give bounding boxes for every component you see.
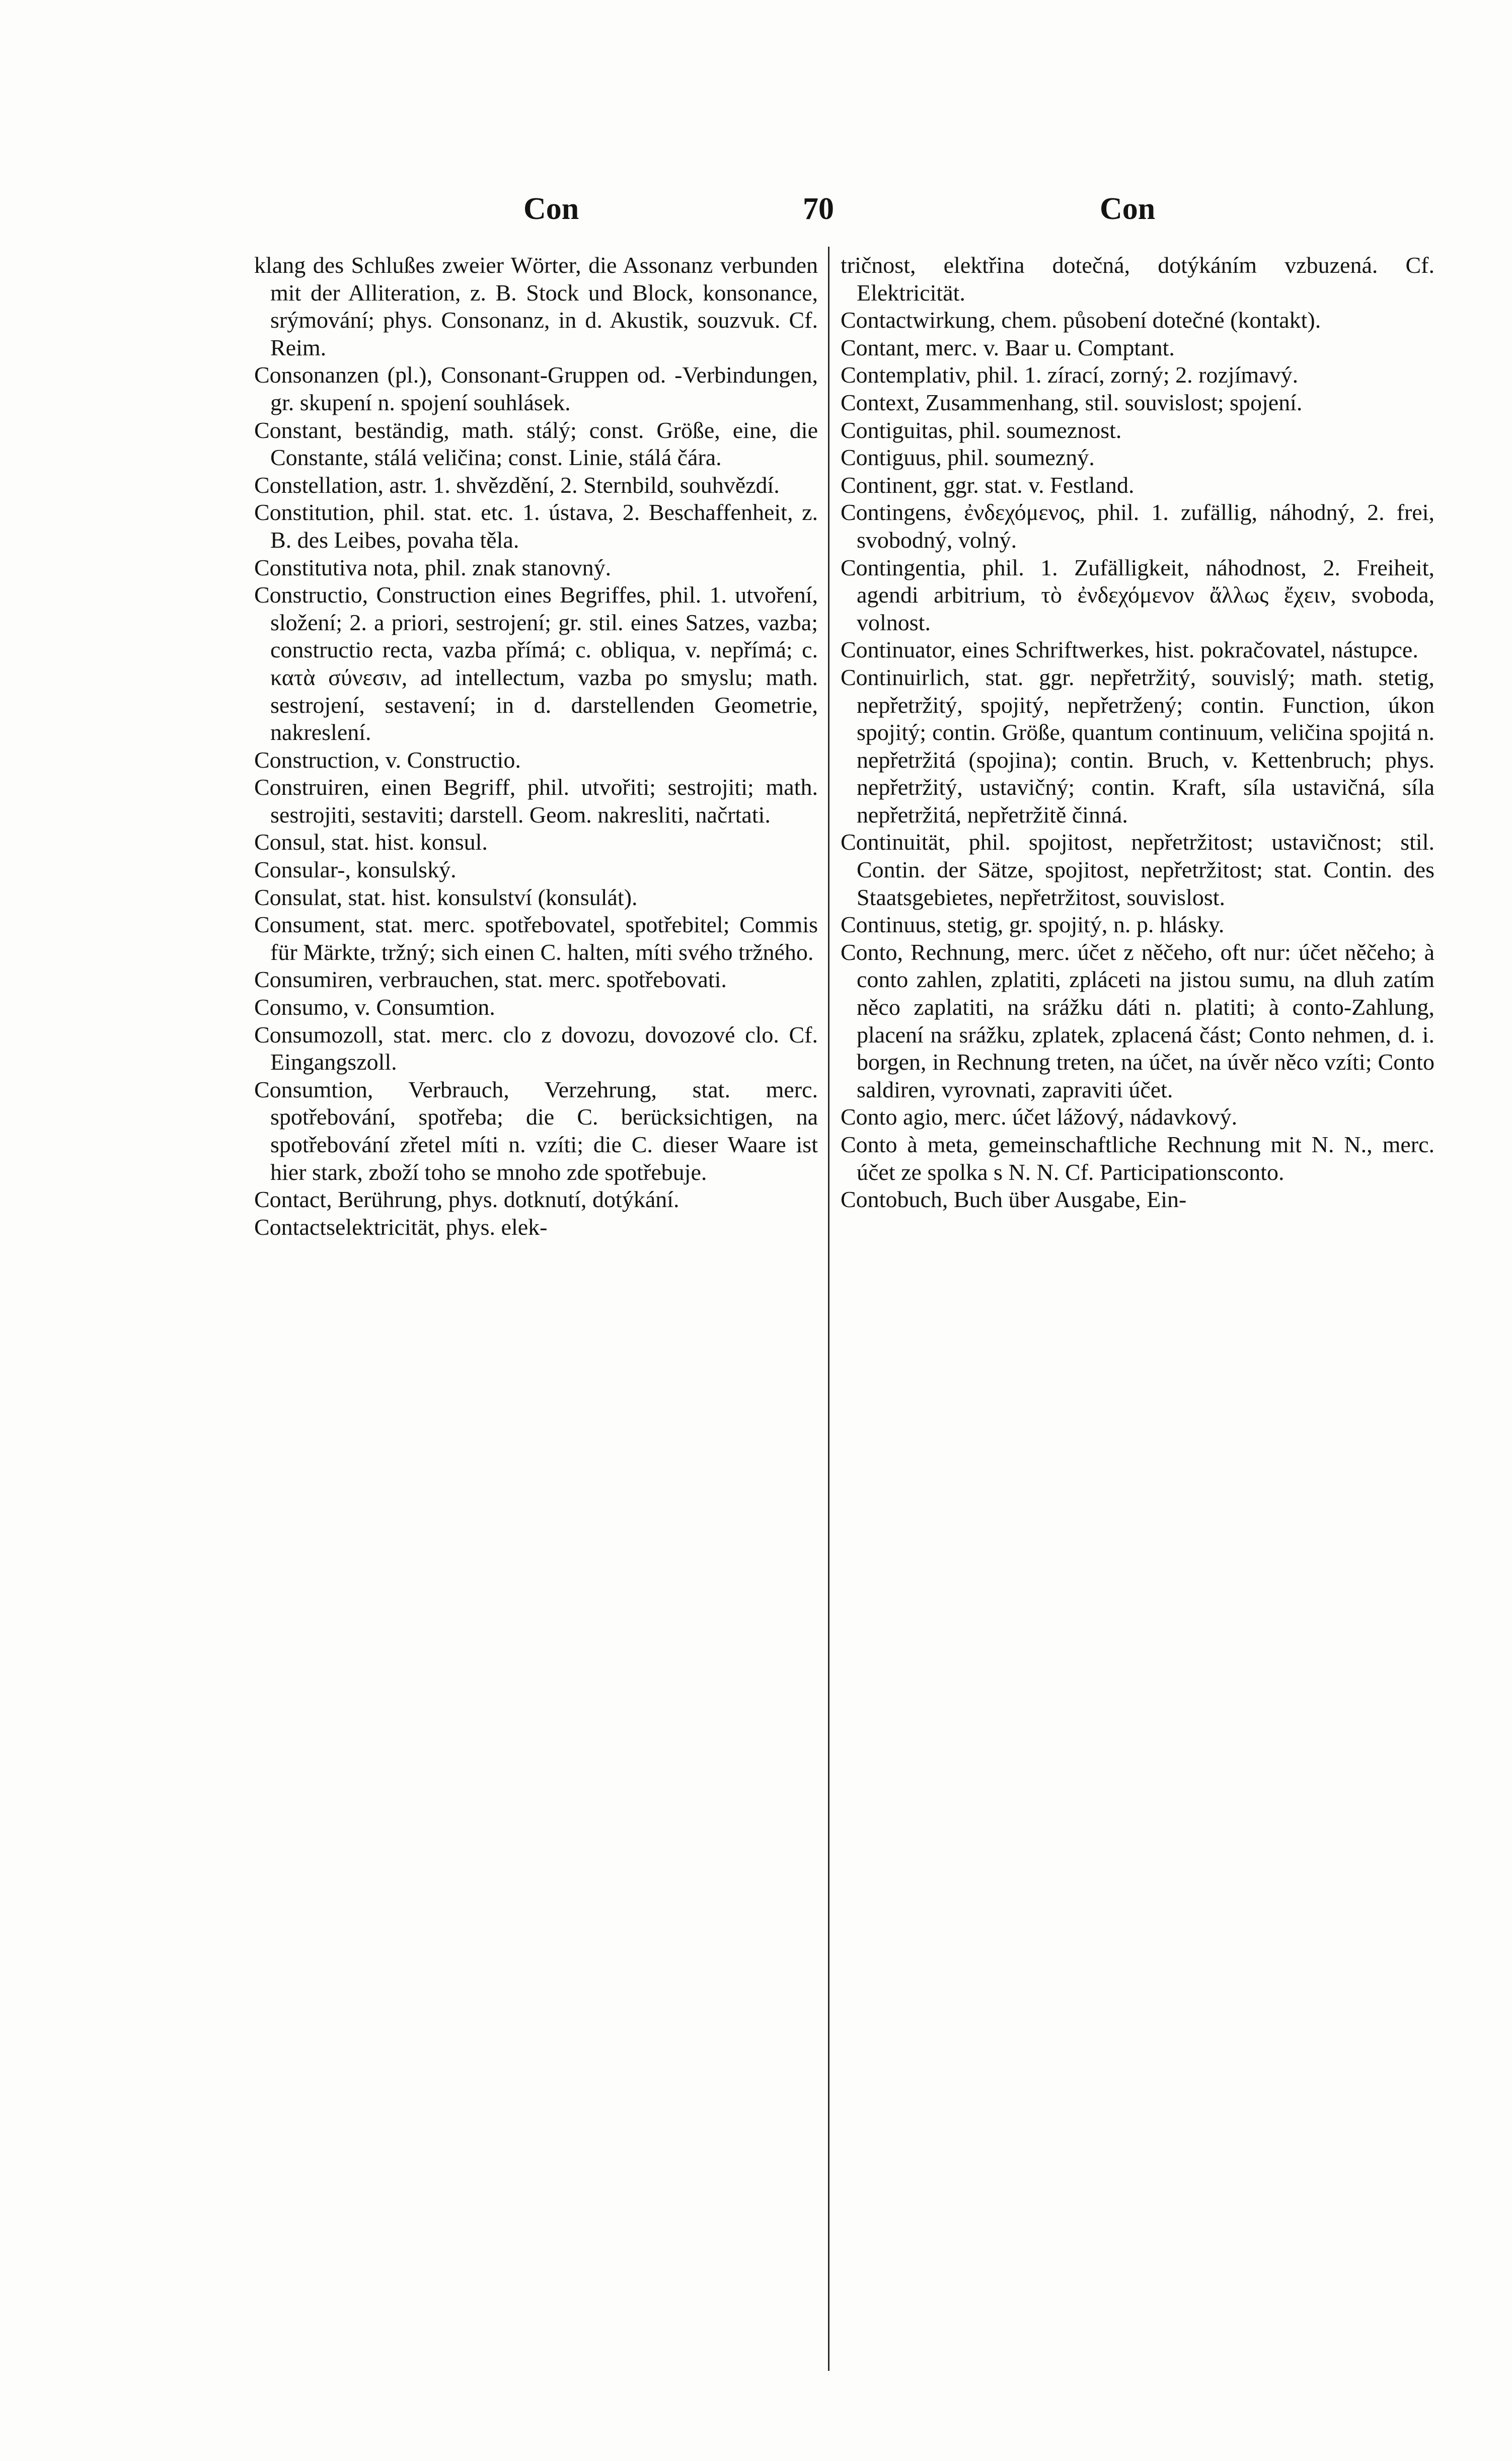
dictionary-entry: Contact, Berührung, phys. dotknutí, dotýkání.	[254, 1186, 679, 1213]
page-number: 70	[803, 192, 834, 226]
dictionary-entry: Construction, v. Constructio.	[254, 747, 521, 773]
dictionary-entry: Continuator, eines Schriftwerkes, hist. pokračovatel, nástupce.	[841, 637, 1418, 663]
dictionary-entry: Continuus, stetig, gr. spojitý, n. p. hlásky.	[841, 912, 1225, 938]
left-column	[254, 252, 818, 1241]
dictionary-entry: Construiren, einen Begriff, phil. utvořiti; sestrojiti; math. sestrojiti, sestaviti; darstell. Geom. nakresliti, načrtati.	[254, 774, 818, 828]
dictionary-entry: Context, Zusammenhang, stil. souvislost; spojení.	[841, 389, 1303, 415]
dictionary-entry: Contiguitas, phil. soumeznost.	[841, 417, 1122, 443]
running-head-right: Con	[1100, 192, 1156, 226]
dictionary-entry: Continuirlich, stat. ggr. nepřetržitý, souvislý; math. stetig, nepřetržitý, spojitý, nepřetržený; contin. Function, úkon spojitý; contin. Größe, quantum continuum, veličina spojitá n. nepřetržitá (spojina); contin. Bruch, v. Kettenbruch; phys. nepřetržitý, ustavičný; contin. Kraft, síla ustavičná, síla nepřetržitá, nepřetržitě činná.	[841, 664, 1434, 828]
dictionary-entry: Contactselektricität, phys. elek-	[254, 1214, 548, 1240]
dictionary-entry: Contiguus, phil. soumezný.	[841, 444, 1095, 471]
dictionary-entry: Consumo, v. Consumtion.	[254, 994, 495, 1020]
dictionary-entry: klang des Schlußes zweier Wörter, die Assonanz verbunden mit der Alliteration, z. B. Stock und Block, konsonance, srýmování; phys. Consonanz, in d. Akustik, souzvuk. Cf. Reim.	[254, 252, 818, 360]
dictionary-entry: Consul, stat. hist. konsul.	[254, 829, 488, 855]
dictionary-entry: Contemplativ, phil. 1. zírací, zorný; 2. rozjímavý.	[841, 362, 1299, 388]
dictionary-entry: Contant, merc. v. Baar u. Comptant.	[841, 334, 1175, 360]
dictionary-entry: Continuität, phil. spojitost, nepřetržitost; ustavičnost; stil. Contin. der Sätze, spojitost, nepřetržitost; stat. Contin. des Staatsgebietes, nepřetržitost, souvislost.	[841, 829, 1434, 910]
dictionary-entry: Consumiren, verbrauchen, stat. merc. spotřebovati.	[254, 966, 727, 993]
dictionary-entry: Consonanzen (pl.), Consonant-Gruppen od. -Verbindungen, gr. skupení n. spojení souhlásek.	[254, 362, 818, 415]
dictionary-entry: Consumozoll, stat. merc. clo z dovozu, dovozové clo. Cf. Eingangszoll.	[254, 1021, 818, 1075]
dictionary-entry: Constitutiva nota, phil. znak stanovný.	[254, 554, 612, 580]
right-column	[841, 252, 1434, 1214]
page-header	[0, 191, 1512, 237]
dictionary-entry: Continent, ggr. stat. v. Festland.	[841, 472, 1135, 498]
dictionary-entry: Conto agio, merc. účet lážový, nádavkový.	[841, 1104, 1238, 1130]
dictionary-entry: Consumtion, Verbrauch, Verzehrung, stat. merc. spotřebování, spotřeba; die C. berücksichtigen, na spotřebování zřetel míti n. vzíti; die C. dieser Waare ist hier stark, zboží toho se mnoho zde spotřebuje.	[254, 1076, 818, 1185]
dictionary-entry: Constructio, Construction eines Begriffes, phil. 1. utvoření, složení; 2. a priori, sestrojení; gr. stil. eines Satzes, vazba; constructio recta, vazba přímá; c. obliqua, v. nepřímá; c. κατὰ σύνεσιν, ad intellectum, vazba po smyslu; math. sestrojení, sestavení; in d. darstellenden Geometrie, nakreslení.	[254, 582, 818, 745]
column-divider	[828, 247, 829, 2371]
dictionary-entry: Constitution, phil. stat. etc. 1. ústava, 2. Beschaffenheit, z. B. des Leibes, povaha těla.	[254, 499, 818, 553]
dictionary-entry: Conto à meta, gemeinschaftliche Rechnung mit N. N., merc. účet ze spolka s N. N. Cf. Participationsconto.	[841, 1132, 1434, 1185]
dictionary-entry: Consular-, konsulský.	[254, 857, 457, 883]
dictionary-entry: Constant, beständig, math. stálý; const. Größe, eine, die Constante, stálá veličina; const. Linie, stálá čára.	[254, 417, 818, 471]
dictionary-entry: Contingentia, phil. 1. Zufälligkeit, náhodnost, 2. Freiheit, agendi arbitrium, τὸ ἐνδεχόμενον ἄλλως ἔχειν, svoboda, volnost.	[841, 554, 1434, 635]
dictionary-entry: Contactwirkung, chem. působení dotečné (kontakt).	[841, 307, 1321, 333]
dictionary-entry: Conto, Rechnung, merc. účet z něčeho, oft nur: účet něčeho; à conto zahlen, zplatiti, zpláceti na jistou sumu, na dluh zatím něco zaplatiti, na srážku dáti n. platiti; à conto-Zahlung, placení na srážku, zplatek, zplacená část; Conto nehmen, d. i. borgen, in Rechnung treten, na účet, na úvěr něco vzíti; Conto saldiren, vyrovnati, zapraviti účet.	[841, 939, 1434, 1102]
dictionary-entry: tričnost, elektřina dotečná, dotýkáním vzbuzená. Cf. Elektricität.	[841, 252, 1434, 306]
dictionary-entry: Contingens, ἐνδεχόμενος, phil. 1. zufällig, náhodný, 2. frei, svobodný, volný.	[841, 499, 1434, 553]
dictionary-entry: Consument, stat. merc. spotřebovatel, spotřebitel; Commis für Märkte, tržný; sich einen C. halten, míti svého tržného.	[254, 912, 818, 965]
running-head-left: Con	[523, 192, 579, 226]
dictionary-entry: Constellation, astr. 1. shvězdění, 2. Sternbild, souhvězdí.	[254, 472, 780, 498]
dictionary-entry: Consulat, stat. hist. konsulství (konsulát).	[254, 884, 638, 910]
dictionary-entry: Contobuch, Buch über Ausgabe, Ein-	[841, 1186, 1187, 1213]
